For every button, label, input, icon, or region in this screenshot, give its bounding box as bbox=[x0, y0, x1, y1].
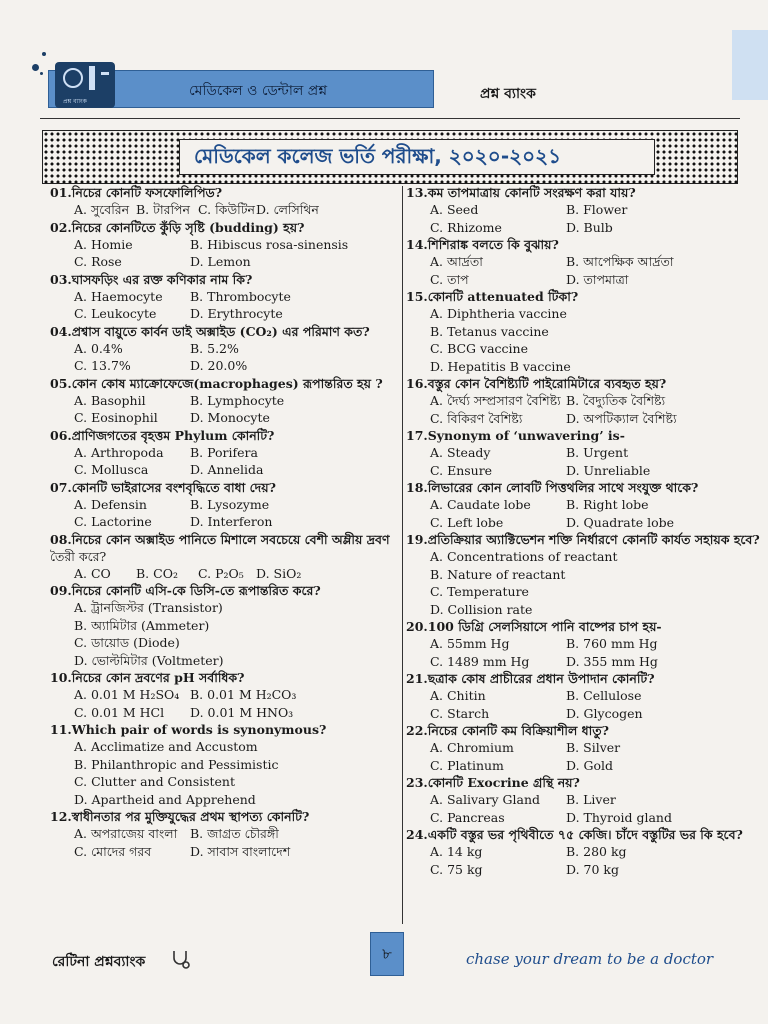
question-number: 20. bbox=[406, 619, 428, 634]
header-title: মেডিকেল ও ডেন্টাল প্রশ্ন bbox=[189, 83, 328, 99]
answer-option: D. 20.0% bbox=[190, 358, 248, 373]
answer-option: D. Apartheid and Apprehend bbox=[74, 791, 256, 807]
question-text-continued: তৈরী করে? bbox=[50, 548, 107, 564]
dot-decoration bbox=[40, 72, 43, 75]
answer-option: C. ডায়োড (Diode) bbox=[74, 635, 180, 650]
question-text bbox=[406, 618, 744, 635]
answer-option: C. কিউটিন bbox=[198, 202, 255, 217]
question-item bbox=[50, 808, 398, 860]
question-stem: লিভারের কোন লোবটি পিত্তথলির সাথে সংযুক্ত থাকে? bbox=[427, 480, 699, 495]
answer-row bbox=[406, 271, 744, 289]
answer-row bbox=[406, 809, 744, 827]
answer-option: B. Silver bbox=[566, 740, 621, 755]
answer-row bbox=[50, 513, 398, 531]
question-stem: প্রশ্বাস বায়ুতে কার্বন ডাই অক্সাইড (CO₂) এর পরিমাণ কত? bbox=[71, 323, 370, 339]
stethoscope-icon bbox=[170, 948, 192, 970]
answer-option: D. Unreliable bbox=[566, 462, 651, 478]
question-item bbox=[50, 219, 398, 271]
answer-option: A. Seed bbox=[430, 202, 479, 217]
question-item bbox=[50, 375, 398, 427]
question-number: 13. bbox=[406, 185, 428, 200]
question-stem: নিচের কোনটিতে কুঁড়ি সৃষ্টি (budding) হয়? bbox=[71, 219, 305, 235]
answer-option: C. Eosinophil bbox=[74, 410, 158, 425]
answer-row bbox=[406, 392, 744, 410]
answer-option: B. Flower bbox=[566, 202, 628, 217]
answer-option: B. Right lobe bbox=[566, 497, 649, 512]
answer-option: D. সাবাস বাংলাদেশ bbox=[190, 843, 291, 859]
question-stem: ঘাসফড়িং এর রক্ত কণিকার নাম কি? bbox=[71, 271, 253, 287]
question-stem: Which pair of words is synonymous? bbox=[71, 722, 327, 737]
exam-title: মেডিকেল কলেজ ভর্তি পরীক্ষা, ২০২০-২০২১ bbox=[194, 144, 562, 168]
question-item bbox=[406, 670, 744, 722]
exam-title-box bbox=[42, 130, 738, 184]
question-text bbox=[50, 721, 398, 738]
question-number: 24. bbox=[406, 827, 428, 842]
question-stem: নিচের কোনটি ফসফোলিপিড? bbox=[71, 185, 223, 200]
answer-option: C. বিকিরণ বৈশিষ্ট্য bbox=[430, 410, 523, 426]
answer-row bbox=[50, 565, 398, 583]
answer-row bbox=[406, 219, 744, 237]
question-number: 10. bbox=[50, 670, 72, 685]
answer-row bbox=[50, 686, 398, 704]
question-text bbox=[50, 582, 398, 599]
answer-row bbox=[406, 739, 744, 757]
question-item bbox=[50, 479, 398, 531]
answer-option: A. Defensin bbox=[74, 496, 147, 512]
question-text bbox=[406, 670, 744, 687]
exam-title-panel bbox=[179, 139, 655, 175]
answer-row bbox=[50, 496, 398, 514]
answer-option: D. 0.01 M HNO₃ bbox=[190, 704, 294, 720]
answer-option: A. আর্দ্রতা bbox=[430, 254, 483, 269]
question-text bbox=[406, 531, 760, 548]
question-text bbox=[50, 808, 398, 825]
answer-option: B. অ্যামিটার (Ammeter) bbox=[74, 617, 210, 633]
question-stem: নিচের কোন দ্রবণের pH সর্বাধিক? bbox=[71, 670, 245, 685]
answer-option: B. জাগ্রত চৌরঙ্গী bbox=[190, 826, 279, 841]
question-number: 08. bbox=[50, 531, 72, 547]
answer-row bbox=[406, 462, 744, 480]
answer-option: B. CO₂ bbox=[136, 565, 178, 581]
answer-option: B. Hibiscus rosa-sinensis bbox=[190, 236, 349, 252]
question-stem: প্রতিক্রিয়ার অ্যাক্টিভেশন শক্তি নির্ধারণে কোনটি কার্যত সহায়ক হবে? bbox=[427, 532, 760, 547]
question-stem: কম তাপমাত্রায় কোনটি সংরক্ষণ করা যায়? bbox=[427, 185, 636, 200]
answer-option: B. টারপিন bbox=[136, 202, 190, 217]
answer-option: A. 55mm Hg bbox=[430, 636, 510, 651]
answer-option: D. ভোল্টমিটার (Voltmeter) bbox=[74, 652, 224, 668]
answer-row bbox=[50, 305, 398, 323]
answer-option: B. Urgent bbox=[566, 445, 629, 460]
dot-decoration bbox=[32, 64, 39, 71]
question-stem: শিশিরাঙ্ক বলতে কি বুঝায়? bbox=[427, 237, 559, 252]
answer-row bbox=[50, 825, 398, 843]
footer-slogan: chase your dream to be a doctor bbox=[466, 950, 714, 968]
answer-option: C. Lactorine bbox=[74, 514, 152, 529]
question-text bbox=[406, 774, 744, 791]
question-stem: নিচের কোনটি কম বিক্রিয়াশীল ধাতু? bbox=[427, 723, 609, 738]
answer-row bbox=[406, 410, 744, 428]
question-stem: কোন কোষ ম্যাক্রোফেজে(macrophages) রূপান্তরিত হয় ? bbox=[71, 375, 383, 391]
answer-row bbox=[50, 340, 398, 358]
question-item bbox=[406, 826, 744, 878]
answer-option: C. Rhizome bbox=[430, 219, 502, 235]
question-number: 11. bbox=[50, 722, 72, 737]
answer-option: D. Gold bbox=[566, 757, 614, 773]
answer-option: B. Porifera bbox=[190, 444, 258, 460]
answer-option: B. বৈদ্যুতিক বৈশিষ্ট্য bbox=[566, 393, 666, 408]
question-number: 16. bbox=[406, 376, 428, 391]
answer-row bbox=[50, 392, 398, 410]
question-text bbox=[406, 479, 744, 496]
answer-row bbox=[50, 704, 398, 722]
answer-option: C. Leukocyte bbox=[74, 306, 157, 321]
question-number: 03. bbox=[50, 271, 72, 287]
answer-option: B. 5.2% bbox=[190, 340, 239, 356]
answer-row bbox=[50, 253, 398, 271]
page-number: ৮ bbox=[370, 932, 404, 976]
footer-brand: রেটিনা প্রশ্নব্যাংক bbox=[52, 954, 146, 970]
answer-row bbox=[406, 514, 744, 532]
question-number: 17. bbox=[406, 428, 428, 443]
question-text bbox=[50, 323, 398, 340]
question-text bbox=[50, 271, 398, 288]
answer-row bbox=[50, 201, 398, 219]
answer-option: C. তাপ bbox=[430, 271, 469, 287]
question-stem: নিচের কোন অক্সাইড পানিতে মিশালে সবচেয়ে বেশী অম্লীয় দ্রবণ bbox=[71, 531, 390, 547]
question-item bbox=[50, 582, 398, 669]
question-number: 23. bbox=[406, 775, 428, 790]
answer-row bbox=[406, 687, 744, 705]
question-number: 04. bbox=[50, 323, 72, 339]
answer-option: D. Bulb bbox=[566, 219, 613, 235]
column-divider bbox=[402, 186, 403, 924]
answer-row bbox=[50, 843, 398, 861]
answer-row bbox=[406, 635, 744, 653]
question-text bbox=[406, 236, 744, 253]
left-column bbox=[50, 184, 398, 860]
question-text bbox=[406, 288, 744, 305]
header-rule bbox=[40, 118, 740, 119]
answer-option: C. Platinum bbox=[430, 757, 504, 773]
dot-decoration bbox=[42, 52, 46, 56]
question-item bbox=[406, 722, 744, 774]
answer-option: C. 1489 mm Hg bbox=[430, 653, 530, 669]
answer-option: C. P₂O₅ bbox=[198, 565, 244, 581]
answer-option: A. Salivary Gland bbox=[430, 792, 540, 807]
answer-option: D. Thyroid gland bbox=[566, 809, 672, 825]
question-text bbox=[406, 375, 744, 392]
answer-option: B. Thrombocyte bbox=[190, 288, 291, 304]
answer-option: D. Interferon bbox=[190, 514, 273, 529]
answer-option: A. অপরাজেয় বাংলা bbox=[74, 826, 178, 841]
answer-row bbox=[406, 705, 744, 723]
answer-row bbox=[406, 757, 744, 775]
answer-option: A. Homie bbox=[74, 236, 133, 252]
question-number: 05. bbox=[50, 375, 72, 391]
answer-option: A. Chromium bbox=[430, 740, 514, 755]
answer-option: D. Annelida bbox=[190, 462, 264, 477]
answer-option: D. 355 mm Hg bbox=[566, 653, 658, 669]
answer-option: D. Lemon bbox=[190, 254, 251, 269]
answer-option: A. দৈর্ঘ্য সম্প্রসারণ বৈশিষ্ট্য bbox=[430, 393, 561, 408]
answer-option: C. Rose bbox=[74, 254, 122, 269]
question-number: 02. bbox=[50, 219, 72, 235]
question-number: 15. bbox=[406, 289, 428, 304]
answer-row bbox=[50, 357, 398, 375]
question-item bbox=[406, 288, 744, 375]
question-stem: কোনটি attenuated টিকা? bbox=[427, 289, 579, 304]
answer-option: A. Steady bbox=[430, 445, 491, 460]
answer-option: D. Hepatitis B vaccine bbox=[430, 358, 571, 374]
answer-option: B. 0.01 M H₂CO₃ bbox=[190, 687, 297, 702]
question-item bbox=[406, 531, 760, 618]
answer-option: D. 70 kg bbox=[566, 861, 619, 877]
question-stem: কোনটি Exocrine গ্রন্থি নয়? bbox=[427, 775, 580, 790]
question-item bbox=[50, 531, 398, 583]
answer-option: C. 75 kg bbox=[430, 861, 483, 877]
answer-option: C. Clutter and Consistent bbox=[74, 774, 236, 789]
answer-row bbox=[50, 409, 398, 427]
microscope-icon bbox=[55, 62, 115, 96]
question-stem: নিচের কোনটি এসি-কে ডিসি-তে রূপান্তরিত করে? bbox=[71, 583, 321, 598]
question-number: 22. bbox=[406, 723, 428, 738]
question-text bbox=[406, 184, 744, 201]
question-text bbox=[50, 669, 398, 686]
answer-option: C. Starch bbox=[430, 705, 490, 721]
answer-option: D. লেসিথিন bbox=[256, 202, 319, 217]
answer-option: D. অপটিক্যাল বৈশিষ্ট্য bbox=[566, 410, 677, 426]
answer-row bbox=[50, 236, 398, 254]
question-item bbox=[406, 427, 744, 479]
answer-option: A. Chitin bbox=[430, 688, 486, 703]
question-stem: প্রাণিজগতের বৃহত্তম Phylum কোনটি? bbox=[71, 427, 275, 443]
answer-option: C. Mollusca bbox=[74, 462, 149, 477]
header-right-title: প্রশ্ন ব্যাংক bbox=[480, 86, 536, 102]
question-item bbox=[406, 184, 744, 236]
question-number: 12. bbox=[50, 809, 72, 824]
answer-option: A. সুবেরিন bbox=[74, 202, 130, 217]
answer-option: D. Glycogen bbox=[566, 705, 643, 721]
answer-option: D. তাপমাত্রা bbox=[566, 271, 629, 287]
question-number: 14. bbox=[406, 237, 428, 252]
answer-option: A. Arthropoda bbox=[74, 444, 164, 460]
answer-option: C. BCG vaccine bbox=[430, 341, 528, 356]
answer-row bbox=[50, 461, 398, 479]
answer-row bbox=[50, 288, 398, 306]
question-stem: স্বাধীনতার পর মুক্তিযুদ্ধের প্রথম স্থাপত্য কোনটি? bbox=[71, 809, 310, 824]
question-item bbox=[50, 721, 398, 808]
question-text bbox=[50, 427, 398, 444]
answer-option: C. 0.01 M HCl bbox=[74, 704, 165, 720]
answer-option: C. 13.7% bbox=[74, 358, 131, 373]
answer-option: A. Concentrations of reactant bbox=[430, 549, 618, 564]
question-number: 19. bbox=[406, 532, 428, 547]
answer-row bbox=[406, 653, 744, 671]
answer-option: A. 0.01 M H₂SO₄ bbox=[74, 687, 180, 702]
answer-option: B. Tetanus vaccine bbox=[430, 323, 549, 339]
answer-option: A. 0.4% bbox=[74, 340, 123, 356]
question-item bbox=[406, 479, 744, 531]
answer-option: B. আপেক্ষিক আর্দ্রতা bbox=[566, 254, 674, 269]
answer-option: A. Caudate lobe bbox=[430, 497, 531, 512]
question-text bbox=[50, 219, 398, 236]
answer-option: B. Lymphocyte bbox=[190, 392, 285, 408]
question-item bbox=[50, 271, 398, 323]
question-number: 18. bbox=[406, 480, 428, 495]
answer-option: B. 280 kg bbox=[566, 844, 627, 859]
answer-option: B. Nature of reactant bbox=[430, 566, 566, 582]
retina-logo bbox=[55, 62, 115, 108]
question-item bbox=[50, 669, 398, 721]
answer-option: B. 760 mm Hg bbox=[566, 636, 658, 651]
answer-option: C. মোদের গরব bbox=[74, 843, 152, 859]
answer-option: D. Erythrocyte bbox=[190, 306, 283, 321]
question-stem: কোনটি ভাইরাসের বংশবৃদ্ধিতে বাধা দেয়? bbox=[71, 479, 276, 495]
answer-row bbox=[406, 496, 744, 514]
answer-option: C. Left lobe bbox=[430, 514, 504, 530]
answer-option: A. Basophil bbox=[74, 392, 146, 408]
answer-row bbox=[406, 861, 744, 879]
question-text bbox=[50, 375, 398, 392]
question-item bbox=[406, 375, 744, 427]
question-number: 01. bbox=[50, 185, 72, 200]
question-number: 06. bbox=[50, 427, 72, 443]
answer-option: A. ট্রানজিস্টর (Transistor) bbox=[74, 600, 223, 615]
answer-option: C. Pancreas bbox=[430, 809, 505, 825]
question-item bbox=[50, 427, 398, 479]
answer-row bbox=[406, 843, 744, 861]
answer-option: B. Liver bbox=[566, 792, 616, 807]
question-number: 07. bbox=[50, 479, 72, 495]
question-stem: Synonym of ‘unwavering’ is- bbox=[427, 428, 625, 443]
question-text bbox=[406, 826, 744, 843]
question-item bbox=[406, 618, 744, 670]
answer-option: A. 14 kg bbox=[430, 844, 483, 859]
question-text bbox=[406, 427, 744, 444]
question-item bbox=[50, 323, 398, 375]
answer-option: B. Cellulose bbox=[566, 688, 642, 703]
logo-subtitle: প্রশ্ন ব্যাংক bbox=[63, 98, 87, 105]
answer-option: A. Acclimatize and Accustom bbox=[74, 739, 258, 754]
answer-row bbox=[406, 791, 744, 809]
question-text bbox=[50, 184, 398, 201]
question-stem: একটি বস্তুর ভর পৃথিবীতে ৭৫ কেজি। চাঁদে বস্তুটির ভর কি হবে? bbox=[427, 827, 743, 842]
answer-option: D. Quadrate lobe bbox=[566, 514, 675, 530]
answer-option: A. Haemocyte bbox=[74, 288, 163, 304]
answer-option: D. SiO₂ bbox=[256, 565, 302, 581]
right-column bbox=[406, 184, 760, 878]
answer-row bbox=[406, 253, 744, 271]
answer-row bbox=[50, 444, 398, 462]
answer-option: D. Collision rate bbox=[430, 601, 533, 617]
answer-option: C. Temperature bbox=[430, 584, 529, 599]
question-stem: 100 ডিগ্রি সেলসিয়াসে পানি বাষ্পের চাপ হয়- bbox=[427, 619, 662, 634]
answer-row bbox=[406, 201, 744, 219]
question-stem: বস্তুর কোন বৈশিষ্ট্যটি পাইরোমিটারে ব্যবহৃত হয়? bbox=[427, 376, 667, 391]
answer-option: A. Diphtheria vaccine bbox=[430, 306, 567, 321]
question-text bbox=[406, 722, 744, 739]
question-item bbox=[406, 774, 744, 826]
question-item bbox=[406, 236, 744, 288]
answer-row bbox=[406, 444, 744, 462]
answer-option: B. Philanthropic and Pessimistic bbox=[74, 756, 279, 772]
question-number: 09. bbox=[50, 583, 72, 598]
question-text bbox=[50, 479, 398, 496]
answer-option: C. Ensure bbox=[430, 462, 493, 478]
question-stem: ছত্রাক কোষ প্রাচীরের প্রধান উপাদান কোনটি? bbox=[427, 671, 655, 686]
question-text bbox=[50, 531, 398, 548]
question-number: 21. bbox=[406, 671, 428, 686]
answer-option: A. CO bbox=[74, 565, 111, 581]
answer-option: B. Lysozyme bbox=[190, 496, 270, 512]
question-item bbox=[50, 184, 398, 219]
answer-option: D. Monocyte bbox=[190, 410, 270, 425]
corner-decoration bbox=[732, 30, 768, 100]
